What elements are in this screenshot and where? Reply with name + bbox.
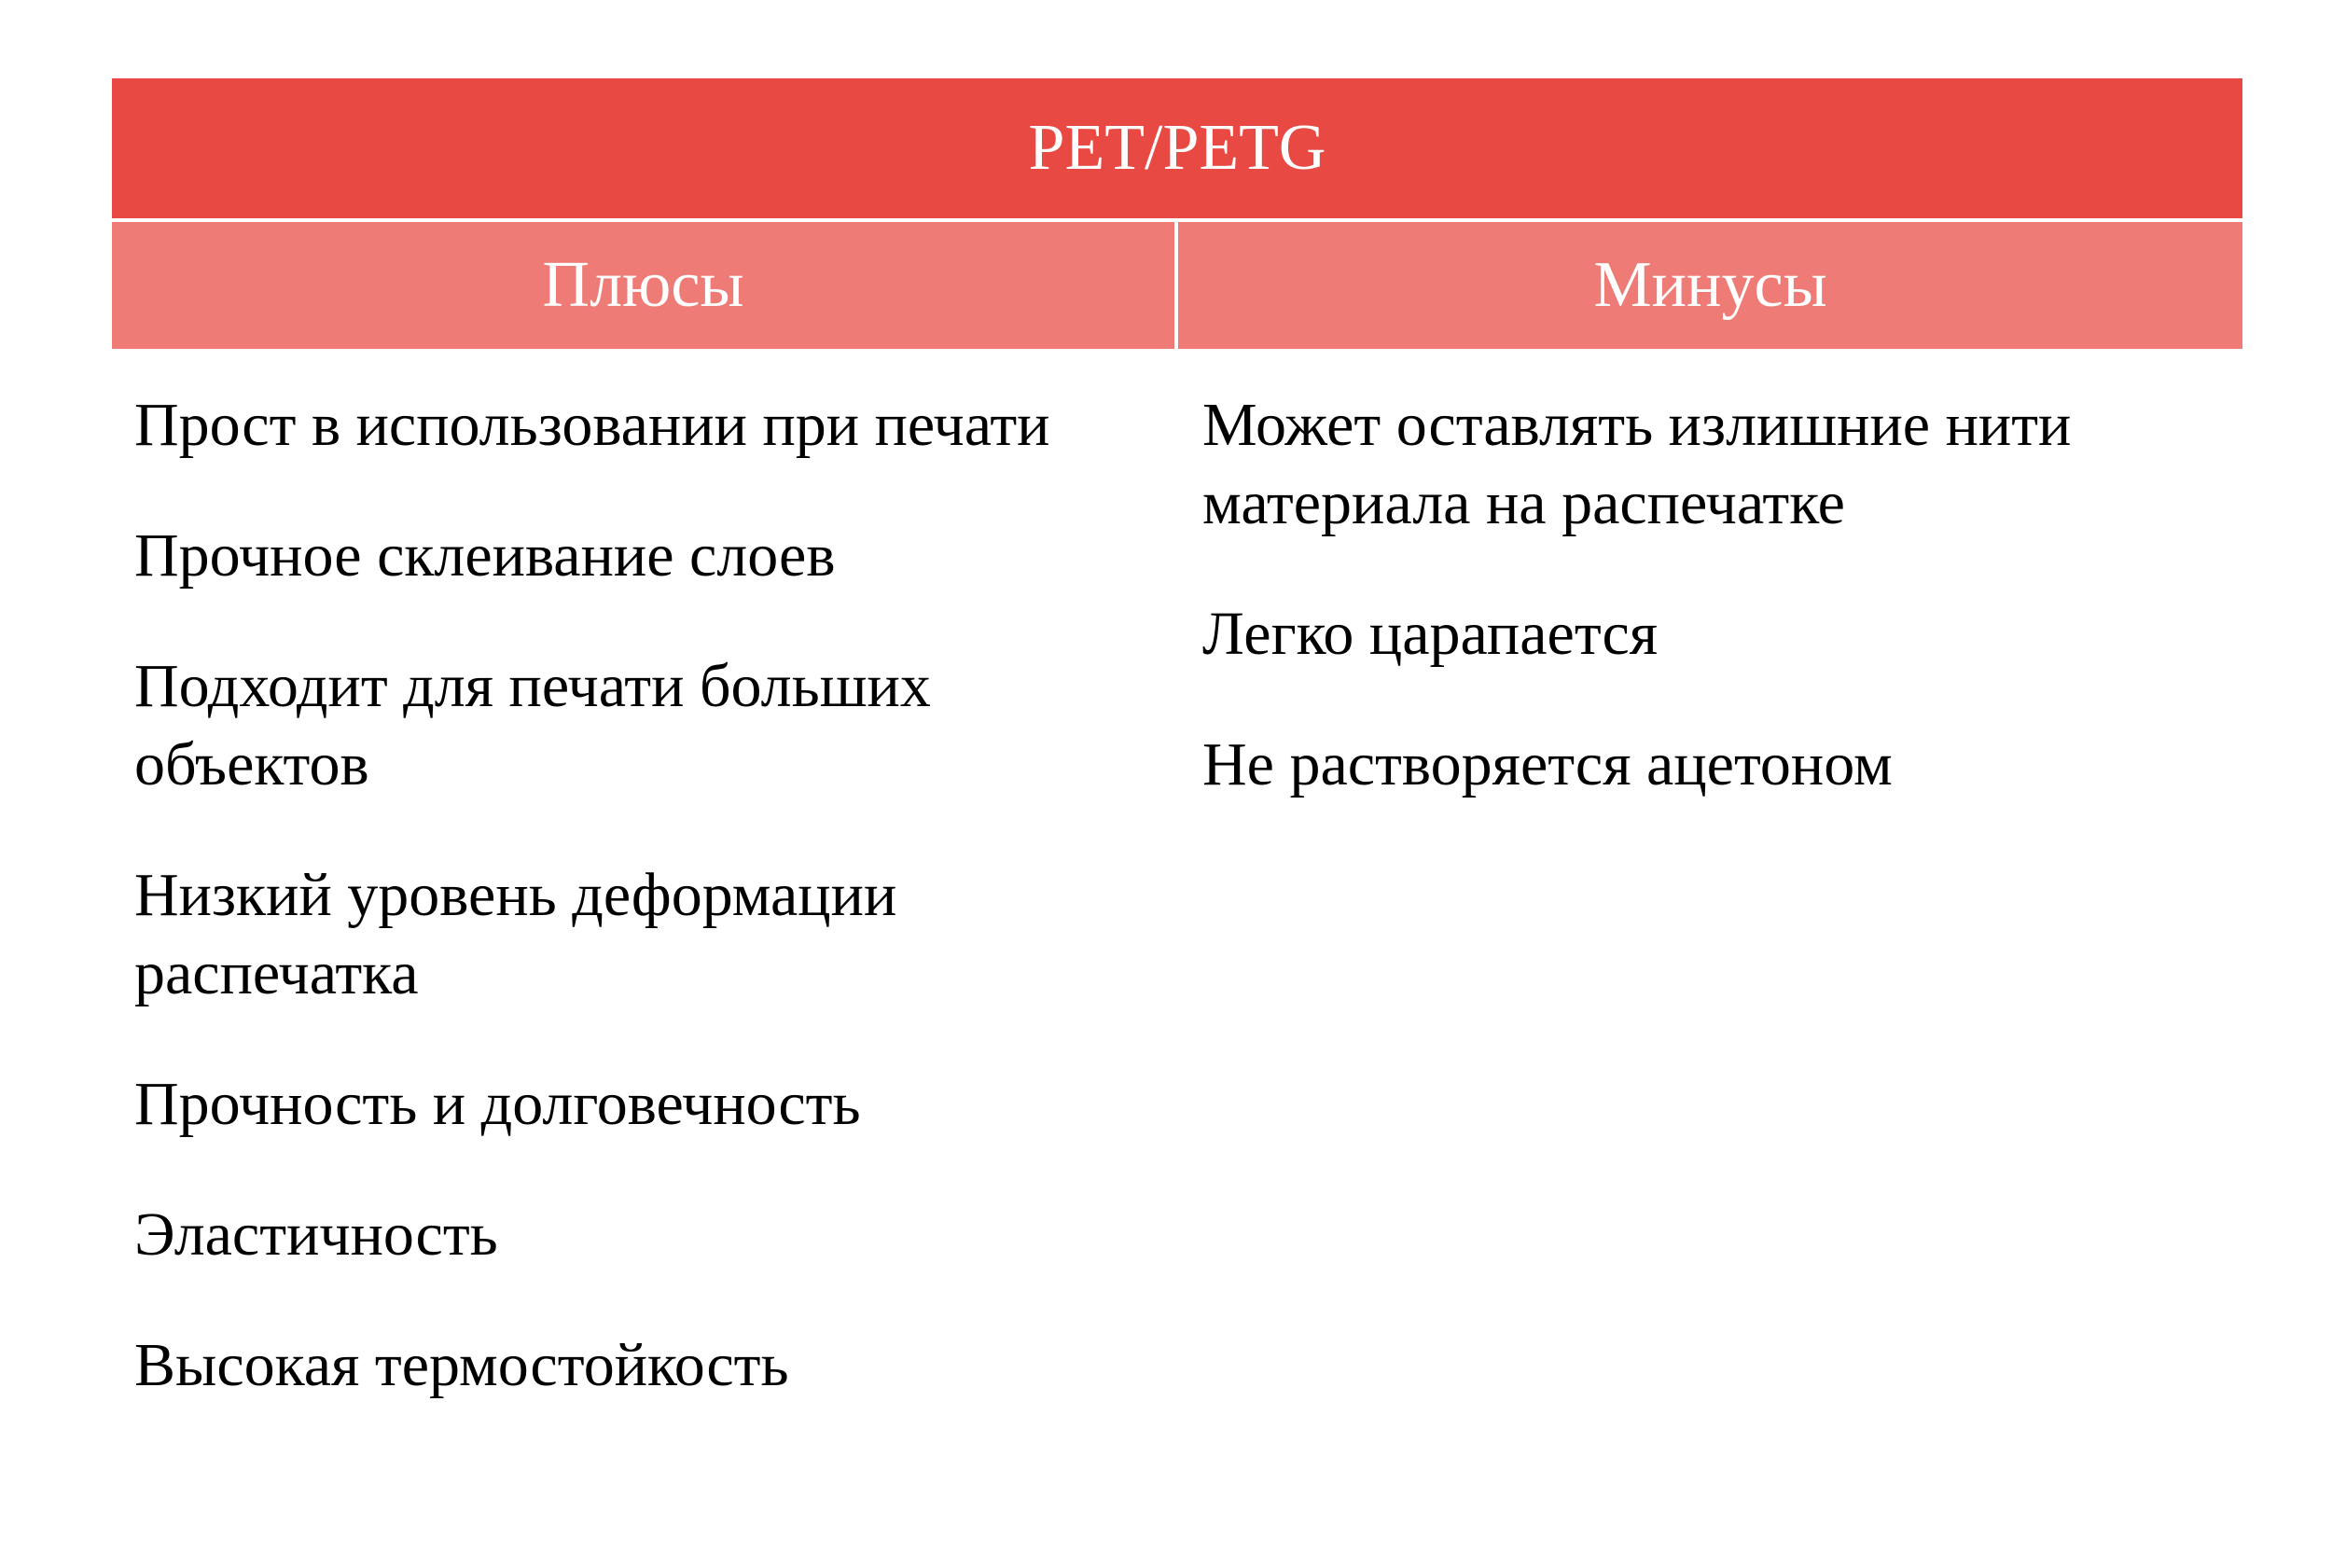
cons-column <box>1178 349 2242 1457</box>
pros-header: Плюсы <box>112 222 1178 349</box>
pros-item: Прочность и долговечность <box>134 1070 861 1138</box>
pros-item: Подходит для печати больших объектов <box>134 652 931 798</box>
pros-item: Высокая термостойкость <box>134 1331 789 1399</box>
pros-item: Низкий уровень деформации распечатка <box>134 861 897 1007</box>
cons-item: Легко царапается <box>1202 600 1659 668</box>
table-header-row <box>112 222 2242 349</box>
pros-item: Эластичность <box>134 1200 498 1269</box>
cons-item: Не растворяется ацетоном <box>1202 730 1893 798</box>
pros-item: Прочное склеивание слоев <box>134 521 836 590</box>
pros-item: Прост в использовании при печати <box>134 391 1050 459</box>
table-title: PET/PETG <box>112 78 2242 222</box>
cons-item: Может оставлять излишние нити материала на распечатке <box>1202 391 2072 537</box>
cons-header: Минусы <box>1178 222 2242 349</box>
pros-column <box>112 349 1178 1457</box>
table-body <box>112 349 2242 1457</box>
comparison-table <box>112 78 2242 1457</box>
